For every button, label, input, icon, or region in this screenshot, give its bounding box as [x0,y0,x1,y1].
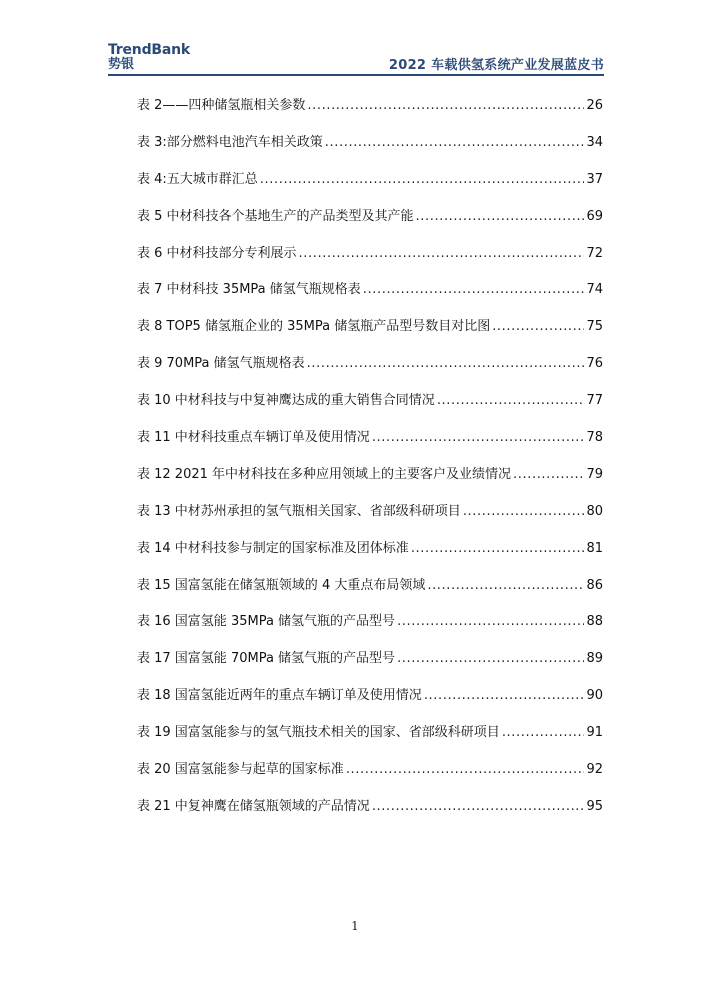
toc-entry-page: 26 [586,98,603,113]
toc-entry[interactable] [137,428,603,465]
toc-leader-dots [397,649,584,669]
toc-entry-title: 表 17 国富氢能 70MPa 储氢气瓶的产品型号 [137,651,396,667]
toc-leader-dots [411,539,585,559]
toc-leader-dots [372,797,585,817]
toc-leader-dots [492,317,584,337]
toc-leader-dots [299,244,585,264]
toc-entry-page: 78 [586,430,603,446]
toc-entry-title: 表 2——四种储氢瓶相关参数 [137,98,306,113]
page-number: 1 [351,919,359,933]
toc-entry-page: 34 [586,134,603,150]
toc-entry-title: 表 5 中材科技各个基地生产的产品类型及其产能 [137,208,414,224]
toc-entry-title: 表 19 国富氢能参与的氢气瓶技术相关的国家、省部级科研项目 [137,725,500,741]
toc-entry-title: 表 18 国富氢能近两年的重点车辆订单及使用情况 [137,688,422,704]
toc-entry[interactable] [137,465,603,502]
toc-entry-page: 80 [586,503,603,519]
toc-entry-page: 88 [586,614,603,630]
toc-entry[interactable] [137,502,603,539]
toc-entry-title: 表 16 国富氢能 35MPa 储氢气瓶的产品型号 [137,614,396,630]
toc-leader-dots [502,723,585,743]
toc-leader-dots [463,502,585,522]
toc-entry[interactable] [137,723,603,760]
trendbank-logo [108,42,190,72]
toc-entry-page: 86 [586,577,603,593]
toc-leader-dots [363,280,585,300]
toc-entry-title: 表 12 2021 年中材科技在多种应用领域上的主要客户及业绩情况 [137,466,512,482]
toc-leader-dots [397,612,584,632]
toc-entry-title: 表 9 70MPa 储氢气瓶规格表 [137,356,305,372]
toc-entry-title: 表 4:五大城市群汇总 [137,171,258,187]
toc-entry-page: 75 [586,319,603,335]
logo-english: TrendBank [108,42,190,58]
toc-entry-page: 81 [586,540,603,556]
toc-entry[interactable] [137,96,603,133]
toc-entry-page: 89 [586,651,603,667]
toc-entry-title: 表 8 TOP5 储氢瓶企业的 35MPa 储氢瓶产品型号数目对比图 [137,319,491,335]
toc-leader-dots [427,576,584,596]
toc-entry[interactable] [137,686,603,723]
toc-entry[interactable] [137,760,603,797]
toc-entry[interactable] [137,612,603,649]
toc-leader-dots [346,760,585,780]
toc-entry[interactable] [137,354,603,391]
toc-entry[interactable] [137,244,603,281]
toc-entry-title: 表 7 中材科技 35MPa 储氢气瓶规格表 [137,282,361,298]
toc-entry-page: 72 [586,245,603,261]
toc-entry-page: 90 [586,688,603,704]
toc-leader-dots [307,96,584,116]
toc-entry-page: 74 [586,282,603,298]
toc-entry-page: 69 [586,208,603,224]
toc-entry[interactable] [137,391,603,428]
toc-entry-page: 95 [586,798,603,814]
toc-entry-title: 表 13 中材苏州承担的氢气瓶相关国家、省部级科研项目 [137,503,461,519]
toc-entry[interactable] [137,649,603,686]
toc-leader-dots [325,133,585,153]
toc-entry[interactable] [137,280,603,317]
toc-entry[interactable] [137,539,603,576]
toc-leader-dots [437,391,585,411]
toc-entry-page: 76 [586,356,603,372]
toc-entry[interactable] [137,133,603,170]
table-of-contents [137,96,603,834]
toc-entry-title: 表 20 国富氢能参与起草的国家标准 [137,762,344,778]
page-header [108,42,604,76]
toc-entry-page: 92 [586,762,603,778]
report-title: 2022 车载供氢系统产业发展蓝皮书 [388,58,604,73]
toc-leader-dots [424,686,585,706]
toc-entry-page: 79 [586,466,603,482]
toc-leader-dots [416,207,585,227]
toc-leader-dots [260,170,585,190]
logo-chinese: 势银 [108,57,135,72]
toc-entry[interactable] [137,170,603,207]
toc-entry-title: 表 3:部分燃料电池汽车相关政策 [137,134,323,150]
toc-leader-dots [513,465,584,485]
toc-entry[interactable] [137,317,603,354]
toc-entry-title: 表 6 中材科技部分专利展示 [137,245,297,261]
toc-entry-page: 77 [586,393,603,409]
toc-entry[interactable] [137,576,603,613]
toc-entry-title: 表 21 中复神鹰在储氢瓶领域的产品情况 [137,798,370,814]
toc-entry-title: 表 14 中材科技参与制定的国家标准及团体标准 [137,540,409,556]
toc-entry-page: 37 [586,171,603,187]
toc-entry-page: 91 [586,725,603,741]
header-divider [108,74,604,76]
toc-leader-dots [307,354,585,374]
toc-entry[interactable] [137,797,603,834]
toc-entry-title: 表 11 中材科技重点车辆订单及使用情况 [137,430,370,446]
toc-entry-title: 表 10 中材科技与中复神鹰达成的重大销售合同情况 [137,393,435,409]
toc-entry[interactable] [137,207,603,244]
toc-leader-dots [372,428,585,448]
toc-entry-title: 表 15 国富氢能在储氢瓶领域的 4 大重点布局领域 [137,577,426,593]
